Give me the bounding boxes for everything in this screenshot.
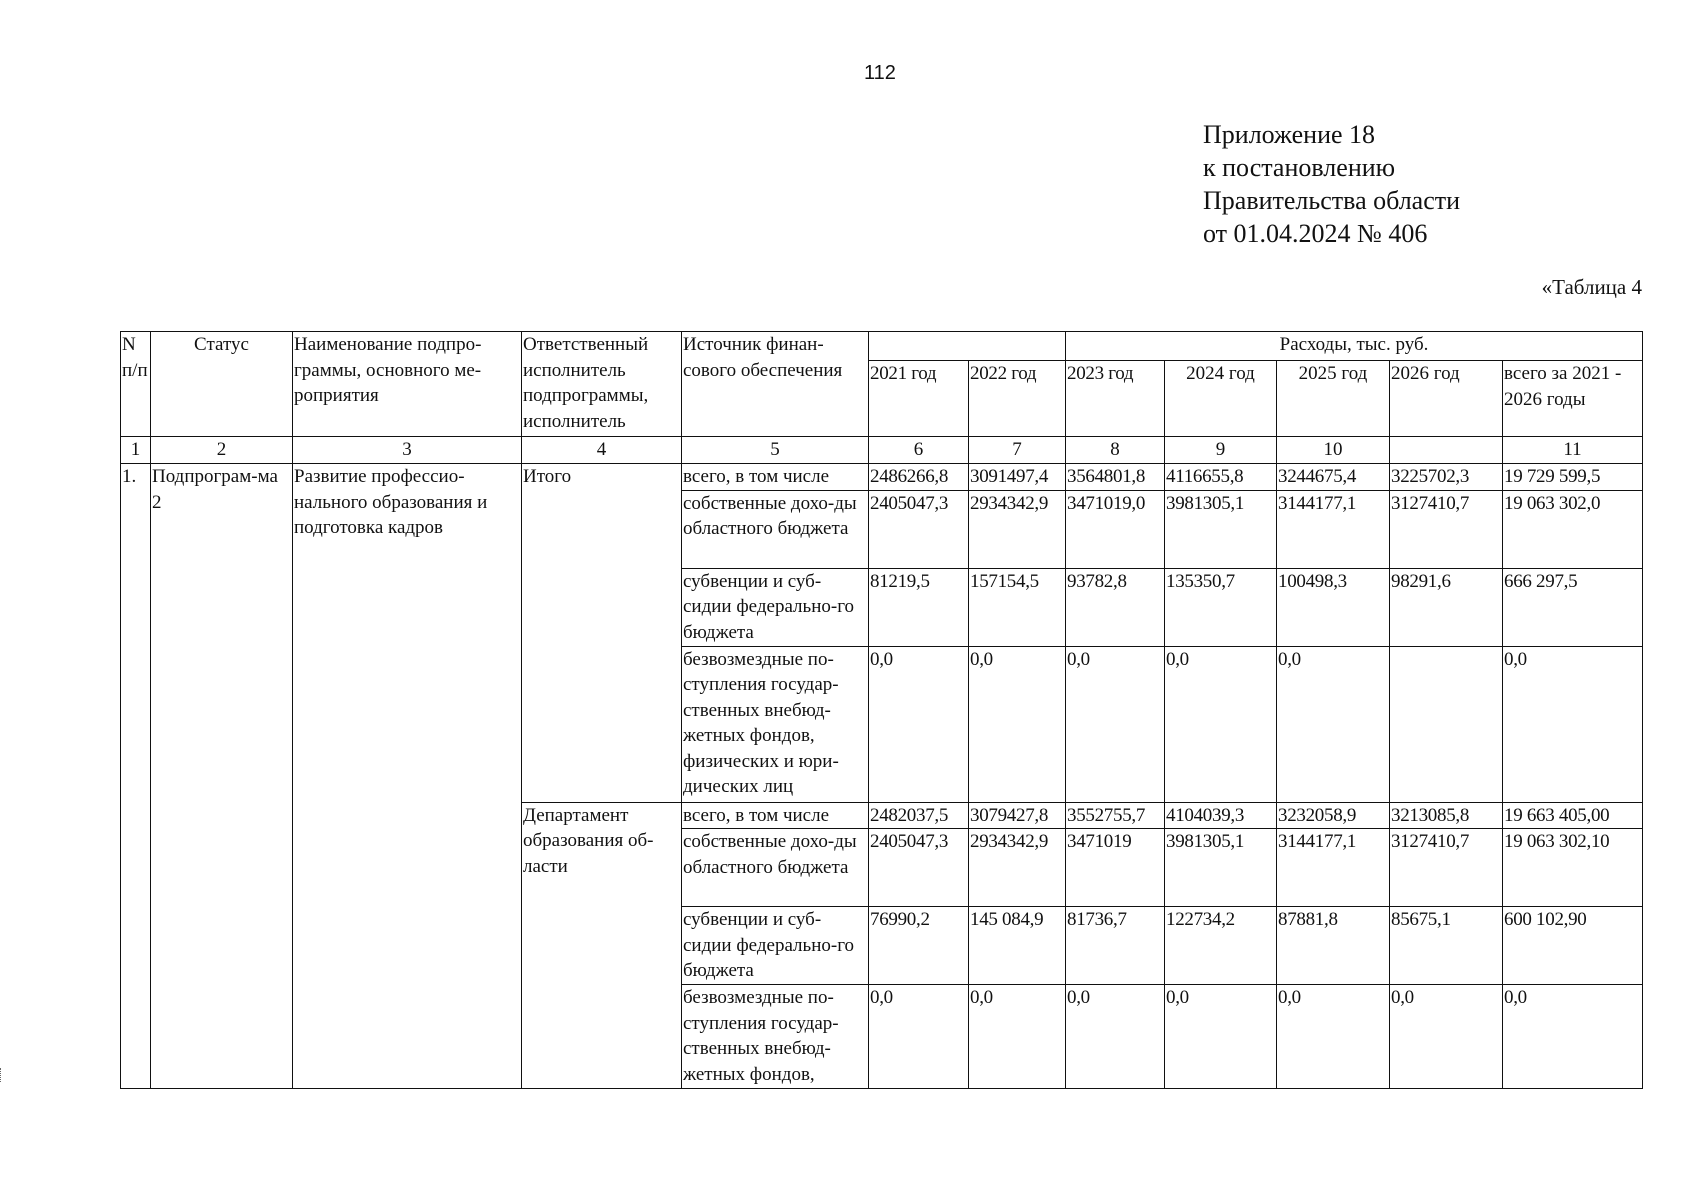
- column-number: 1: [121, 437, 151, 464]
- funding-source: субвенции и суб-сидии федерально-го бюджета: [682, 907, 869, 985]
- value-2025: 3232058,9: [1277, 802, 1390, 829]
- value-2024: 3981305,1: [1165, 829, 1277, 907]
- value-2023: 3471019,0: [1066, 490, 1165, 568]
- header-year: 2024 год: [1165, 361, 1277, 437]
- header-responsible: Ответственный исполнитель подпрограммы, исполнитель: [522, 332, 682, 437]
- value-2021: 2486266,8: [869, 464, 969, 491]
- value-total: 19 063 302,10: [1503, 829, 1643, 907]
- value-2021: 2405047,3: [869, 490, 969, 568]
- scan-edge-mark: [0, 1068, 4, 1082]
- column-number: 5: [682, 437, 869, 464]
- value-2022: 3091497,4: [969, 464, 1066, 491]
- value-2024: 3981305,1: [1165, 490, 1277, 568]
- value-2026: 0,0: [1390, 985, 1503, 1089]
- value-2024: 122734,2: [1165, 907, 1277, 985]
- value-2025: 100498,3: [1277, 568, 1390, 646]
- value-2023: 93782,8: [1066, 568, 1165, 646]
- executor-total: Итого: [522, 464, 682, 803]
- appendix-date-number: от 01.04.2024 № 406: [1203, 219, 1428, 248]
- value-2025: 3144177,1: [1277, 829, 1390, 907]
- value-total: 19 063 302,0: [1503, 490, 1643, 568]
- value-total: 19 663 405,00: [1503, 802, 1643, 829]
- column-number: 6: [869, 437, 969, 464]
- table-body: [121, 332, 1643, 1089]
- table-row: [121, 464, 1643, 491]
- program-status: Подпрограм-ма 2: [151, 464, 293, 1089]
- header-year: 2026 год: [1390, 361, 1503, 437]
- value-2026: 3127410,7: [1390, 490, 1503, 568]
- value-2024: 4116655,8: [1165, 464, 1277, 491]
- executor-department: Департамент образования об-ласти: [522, 802, 682, 1089]
- value-2022: 0,0: [969, 646, 1066, 802]
- header-expenses-blank: [869, 332, 1066, 361]
- value-2022: 0,0: [969, 985, 1066, 1089]
- value-2022: 3079427,8: [969, 802, 1066, 829]
- value-2021: 2405047,3: [869, 829, 969, 907]
- value-2026: 98291,6: [1390, 568, 1503, 646]
- column-number: 11: [1503, 437, 1643, 464]
- value-2021: 0,0: [869, 646, 969, 802]
- appendix-authority: Правительства области: [1203, 186, 1461, 215]
- header-num: N п/п: [121, 332, 151, 437]
- value-2023: 3564801,8: [1066, 464, 1165, 491]
- header-year-total: всего за 2021 - 2026 годы: [1503, 361, 1643, 437]
- header-year: 2021 год: [869, 361, 969, 437]
- table-caption: «Таблица 4: [1541, 275, 1642, 299]
- program-name: Развитие профессио-нального образования и подготовка кадров: [293, 464, 522, 1089]
- column-number: 10: [1277, 437, 1390, 464]
- header-row: [121, 332, 1643, 361]
- appendix-title: Приложение 18: [1203, 120, 1376, 149]
- value-2024: 0,0: [1165, 646, 1277, 802]
- funding-source: всего, в том числе: [682, 802, 869, 829]
- value-2024: 135350,7: [1165, 568, 1277, 646]
- value-2023: 3552755,7: [1066, 802, 1165, 829]
- header-year: 2025 год: [1277, 361, 1390, 437]
- header-name: Наименование подпро-граммы, основного ме-роприятия: [293, 332, 522, 437]
- budget-table: [120, 331, 1643, 1089]
- header-source: Источник финан-сового обеспечения: [682, 332, 869, 437]
- value-2021: 81219,5: [869, 568, 969, 646]
- value-2022: 2934342,9: [969, 829, 1066, 907]
- value-total: 19 729 599,5: [1503, 464, 1643, 491]
- column-number: 3: [293, 437, 522, 464]
- value-2026: 3127410,7: [1390, 829, 1503, 907]
- appendix-reference: к постановлению: [1203, 153, 1396, 182]
- funding-source: безвозмездные по-ступления государ-ственных внебюд-жетных фондов,: [682, 985, 869, 1089]
- program-number: 1.: [121, 464, 151, 1089]
- appendix-block: [1203, 118, 1460, 250]
- value-2021: 2482037,5: [869, 802, 969, 829]
- value-2026: [1390, 646, 1503, 802]
- value-2022: 157154,5: [969, 568, 1066, 646]
- value-2023: 81736,7: [1066, 907, 1165, 985]
- value-2021: 76990,2: [869, 907, 969, 985]
- header-year: 2023 год: [1066, 361, 1165, 437]
- value-2023: 0,0: [1066, 985, 1165, 1089]
- value-2024: 0,0: [1165, 985, 1277, 1089]
- funding-source: субвенции и суб-сидии федерально-го бюджета: [682, 568, 869, 646]
- funding-source: собственные дохо-ды областного бюджета: [682, 829, 869, 907]
- funding-source: собственные дохо-ды областного бюджета: [682, 490, 869, 568]
- value-2026: 85675,1: [1390, 907, 1503, 985]
- page-number: 112: [864, 62, 896, 84]
- value-2025: 0,0: [1277, 646, 1390, 802]
- value-total: 666 297,5: [1503, 568, 1643, 646]
- column-number: 8: [1066, 437, 1165, 464]
- value-2025: 87881,8: [1277, 907, 1390, 985]
- column-number: 7: [969, 437, 1066, 464]
- value-2026: 3225702,3: [1390, 464, 1503, 491]
- header-year: 2022 год: [969, 361, 1066, 437]
- header-expenses: Расходы, тыс. руб.: [1066, 332, 1643, 361]
- value-total: 0,0: [1503, 985, 1643, 1089]
- value-2022: 2934342,9: [969, 490, 1066, 568]
- value-2022: 145 084,9: [969, 907, 1066, 985]
- value-2023: 0,0: [1066, 646, 1165, 802]
- funding-source: всего, в том числе: [682, 464, 869, 491]
- header-status: Статус: [151, 332, 293, 437]
- value-2025: 0,0: [1277, 985, 1390, 1089]
- column-number: 4: [522, 437, 682, 464]
- column-number: 9: [1165, 437, 1277, 464]
- value-total: 600 102,90: [1503, 907, 1643, 985]
- value-total: 0,0: [1503, 646, 1643, 802]
- value-2025: 3144177,1: [1277, 490, 1390, 568]
- value-2024: 4104039,3: [1165, 802, 1277, 829]
- value-2023: 3471019: [1066, 829, 1165, 907]
- column-number: 2: [151, 437, 293, 464]
- value-2026: 3213085,8: [1390, 802, 1503, 829]
- column-number: [1390, 437, 1503, 464]
- funding-source: безвозмездные по-ступления государ-ственных внебюд-жетных фондов, физических и юри-дических лиц: [682, 646, 869, 802]
- column-numbers-row: [121, 437, 1643, 464]
- value-2021: 0,0: [869, 985, 969, 1089]
- value-2025: 3244675,4: [1277, 464, 1390, 491]
